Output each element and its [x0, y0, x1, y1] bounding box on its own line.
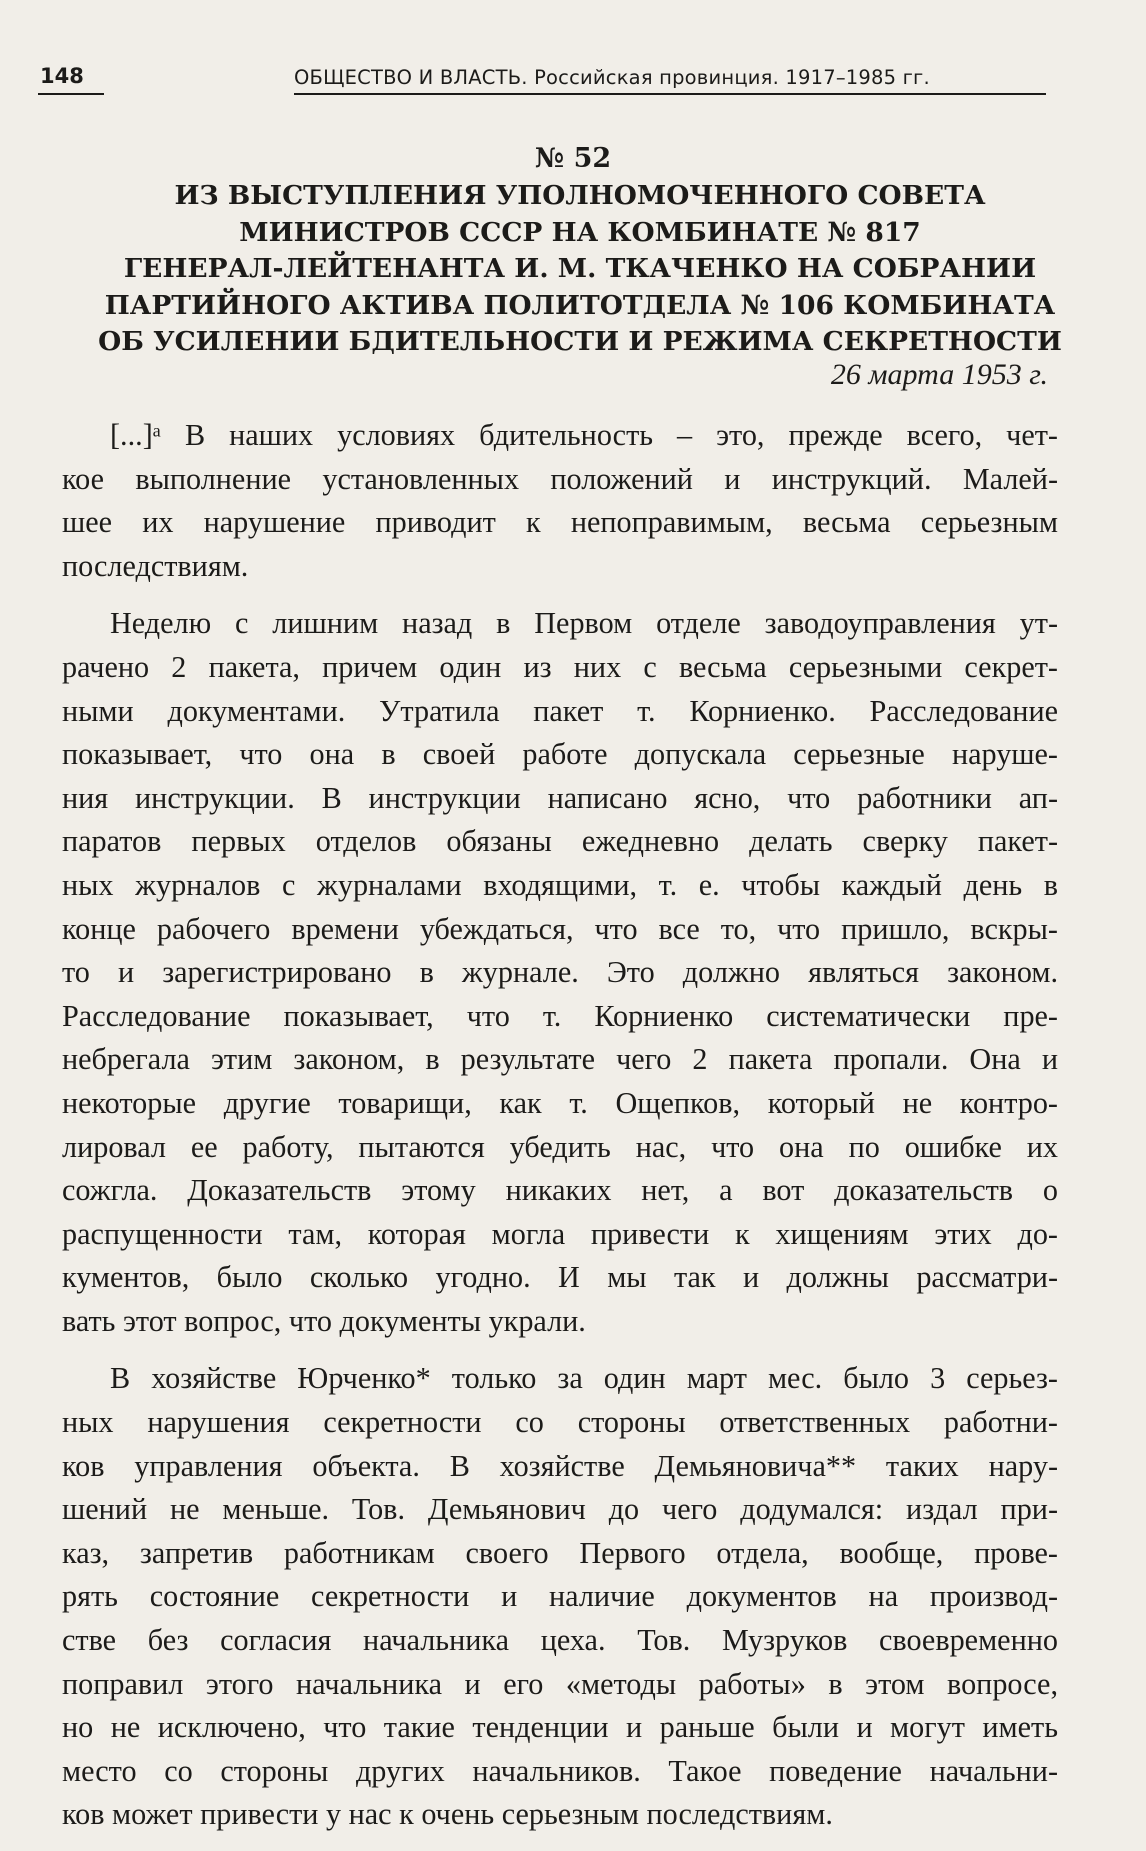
paragraph-1 — [62, 414, 1058, 588]
text-line: рять состояние секретности и наличие документов на производ- — [62, 1579, 1058, 1614]
text-line: ков может привести у нас к очень серьезным последствиям. — [62, 1797, 833, 1832]
title-line: ПАРТИЙНОГО АКТИВА ПОЛИТОТДЕЛА № 106 КОМБИНАТА — [104, 289, 1056, 321]
text-line: конце рабочего времени убеждаться, что все то, что пришло, вскры- — [62, 911, 1058, 946]
text-line: лировал ее работу, пытаются убедить нас, что она по ошибке их — [62, 1129, 1058, 1164]
text-line: некоторые другие товарищи, как т. Ощепков, который не контро- — [62, 1085, 1058, 1120]
text-line: то и зарегистрировано в журнале. Это должно являться законом. — [62, 955, 1058, 990]
document-title — [90, 178, 1070, 361]
text-line: стве без согласия начальника цеха. Тов. Музруков своевременно — [62, 1623, 1058, 1658]
title-line: ИЗ ВЫСТУПЛЕНИЯ УПОЛНОМОЧЕННОГО СОВЕТА — [174, 180, 986, 211]
title-line: ОБ УСИЛЕНИИ БДИТЕЛЬНОСТИ И РЕЖИМА СЕКРЕТНОСТИ — [98, 326, 1062, 357]
text-line: кое выполнение установленных положений и инструкций. Малей- — [62, 461, 1058, 496]
text-line: но не исключено, что такие тенденции и раньше были и могут иметь — [62, 1710, 1058, 1745]
page-number: 148 — [38, 66, 104, 95]
text-line: каз, запретив работникам своего Первого отдела, вообще, прове- — [62, 1535, 1058, 1570]
text-line: паратов первых отделов обязаны ежедневно делать сверку пакет- — [62, 824, 1058, 859]
text-line: шений не меньше. Тов. Демьянович до чего додумался: издал при- — [62, 1492, 1058, 1527]
text-line: место со стороны других начальников. Такое поведение начальни- — [62, 1753, 1058, 1788]
text-line: ных нарушения секретности со стороны ответственных работни- — [62, 1405, 1058, 1440]
document-body — [62, 414, 1058, 1851]
text-line: небрегала этим законом, в результате чего 2 пакета пропали. Она и — [62, 1042, 1058, 1077]
paragraph-3 — [62, 1357, 1058, 1837]
text-line: В хозяйстве Юрченко* только за один март мес. было 3 серьез- — [110, 1361, 1058, 1396]
text-line: ния инструкции. В инструкции написано ясно, что работники ап- — [62, 780, 1058, 815]
text-line: ных журналов с журналами входящими, т. е. чтобы каждый день в — [62, 867, 1058, 902]
document-number: № 52 — [534, 143, 612, 174]
text-line: шее их нарушение приводит к непоправимым, весьма серьезным — [62, 505, 1058, 540]
title-line: МИНИСТРОВ СССР НА КОМБИНАТЕ № 817 — [239, 216, 921, 248]
text-line: ков управления объекта. В хозяйстве Демьяновича** таких нару- — [62, 1448, 1058, 1483]
text-line: ными документами. Утратила пакет т. Корниенко. Расследование — [62, 693, 1058, 728]
text-line: Неделю с лишним назад в Первом отделе заводоуправления ут- — [110, 606, 1058, 641]
text-line: распущенности там, которая могла привести к хищениям этих до- — [62, 1216, 1058, 1251]
text-line: рачено 2 пакета, причем один из них с весьма серьезными секрет- — [62, 649, 1058, 684]
text-line: вать этот вопрос, что документы украли. — [62, 1303, 586, 1338]
text-line: последствиям. — [62, 548, 249, 583]
paragraph-2 — [62, 602, 1058, 1343]
running-title: ОБЩЕСТВО И ВЛАСТЬ. Российская провинция. 1917–1985 гг. — [294, 68, 1046, 96]
text-line: [...]ᵃ В наших условиях бдительность – это, прежде всего, чет- — [110, 418, 1058, 452]
page-header — [38, 66, 1046, 95]
title-line: ГЕНЕРАЛ-ЛЕЙТЕНАНТА И. М. ТКАЧЕНКО НА СОБРАНИИ — [123, 253, 1037, 284]
document-date: 26 марта 1953 г. — [830, 358, 1048, 391]
text-line: поправил этого начальника и его «методы работы» в этом вопросе, — [62, 1666, 1058, 1701]
text-line: показывает, что она в своей работе допускала серьезные наруше- — [62, 737, 1058, 772]
text-line: кументов, было сколько угодно. И мы так и должны рассматри- — [62, 1260, 1058, 1295]
text-line: сожгла. Доказательств этому никаких нет, а вот доказательств о — [62, 1173, 1058, 1208]
text-line: Расследование показывает, что т. Корниенко систематически пре- — [62, 998, 1058, 1033]
